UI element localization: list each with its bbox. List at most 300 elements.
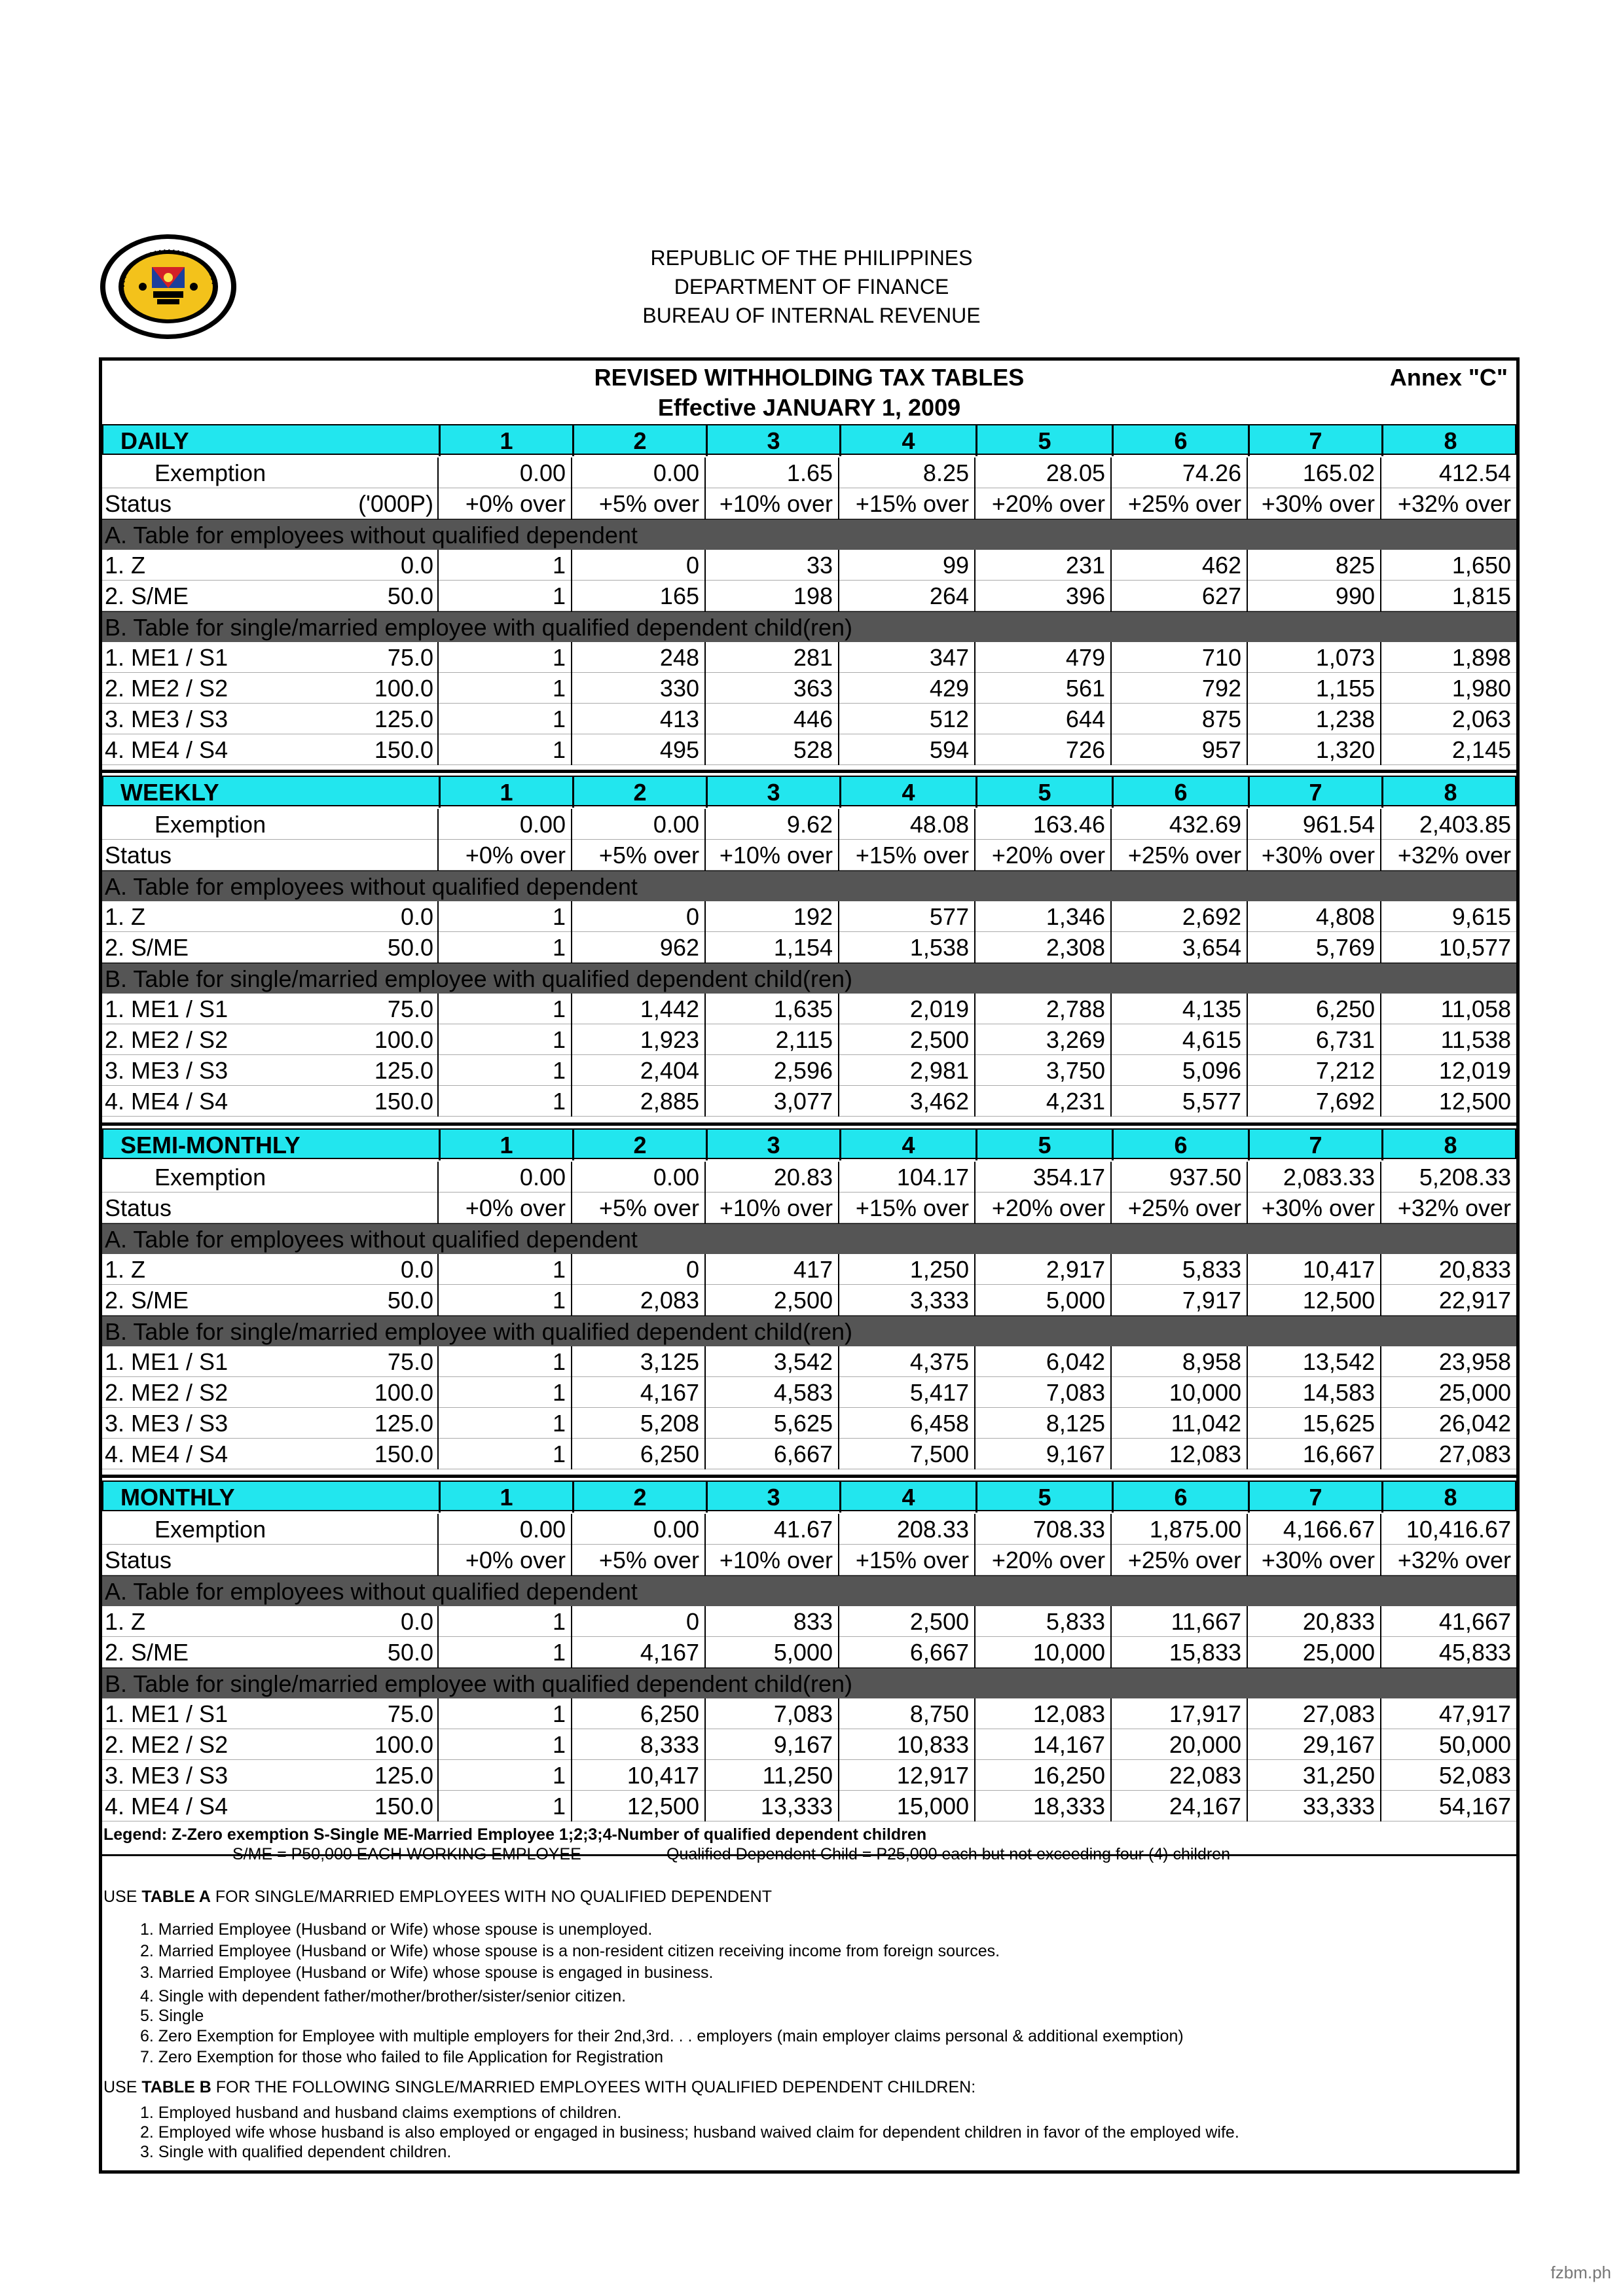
tax-bracket-value: 11,250 bbox=[704, 1760, 838, 1791]
tax-bracket-value: 1,320 bbox=[1247, 734, 1380, 765]
status-code: 1. ME1 / S1 bbox=[105, 1700, 228, 1727]
status-code: 4. ME4 / S4 bbox=[105, 1441, 228, 1467]
rate-over-value: +5% over bbox=[571, 1545, 704, 1575]
tax-bracket-value: 1,250 bbox=[838, 1254, 974, 1285]
bracket-column-header: 4 bbox=[839, 425, 976, 456]
status-label: Status bbox=[105, 842, 172, 869]
bracket-column-header: 7 bbox=[1248, 1482, 1381, 1513]
exemption-value: 165.02 bbox=[1247, 457, 1380, 488]
exemption-value: 41.67 bbox=[704, 1514, 838, 1545]
rate-over-value: +10% over bbox=[704, 488, 838, 519]
tax-bracket-value: 10,577 bbox=[1380, 932, 1516, 963]
table-a-prefix: USE bbox=[103, 1888, 142, 1906]
tax-bracket-value: 10,417 bbox=[1247, 1254, 1380, 1285]
table-header-row bbox=[102, 1128, 1516, 1159]
tax-bracket-value: 2,083 bbox=[571, 1285, 704, 1316]
tax-bracket-value: 2,692 bbox=[1110, 901, 1247, 932]
table-a-item: 5. Single bbox=[140, 2007, 204, 2025]
exemption-label: Exemption bbox=[155, 1164, 266, 1191]
tax-bracket-value: 957 bbox=[1110, 734, 1247, 765]
rate-over-value: +30% over bbox=[1247, 488, 1380, 519]
tax-bracket-value: 6,250 bbox=[1247, 994, 1380, 1024]
tax-bracket-value: 5,769 bbox=[1247, 932, 1380, 963]
tax-bracket-value: 10,000 bbox=[974, 1637, 1110, 1668]
status-exemption-amount: 50.0 bbox=[387, 583, 433, 609]
exemption-value: 163.46 bbox=[974, 809, 1110, 840]
exemption-value: 74.26 bbox=[1110, 457, 1247, 488]
status-code: 4. ME4 / S4 bbox=[105, 1793, 228, 1820]
tax-bracket-value: 462 bbox=[1110, 550, 1247, 581]
tax-bracket-value: 6,667 bbox=[704, 1439, 838, 1469]
tax-bracket-value: 417 bbox=[704, 1254, 838, 1285]
tax-bracket-value: 2,500 bbox=[838, 1024, 974, 1055]
exemption-value: 0.00 bbox=[437, 1162, 571, 1193]
bracket-column-header: 1 bbox=[439, 1482, 572, 1513]
tax-bracket-value: 1 bbox=[437, 1408, 571, 1439]
rate-over-value: +20% over bbox=[974, 488, 1110, 519]
tax-bracket-value: 14,583 bbox=[1247, 1377, 1380, 1408]
exemption-value: 104.17 bbox=[838, 1162, 974, 1193]
tax-bracket-value: 3,542 bbox=[704, 1346, 838, 1377]
bracket-column-header: 7 bbox=[1248, 777, 1381, 808]
tax-bracket-value: 1 bbox=[437, 734, 571, 765]
tax-bracket-value: 27,083 bbox=[1380, 1439, 1516, 1469]
status-code: 1. Z bbox=[105, 903, 146, 930]
table-a-item: 1. Married Employee (Husband or Wife) whose spouse is unemployed. bbox=[140, 1920, 653, 1939]
table-a-category-row: A. Table for employees without qualified dependent bbox=[102, 1575, 1516, 1606]
status-data-row bbox=[102, 901, 1516, 932]
tax-bracket-value: 5,577 bbox=[1110, 1086, 1247, 1117]
status-data-row bbox=[102, 1254, 1516, 1285]
bracket-column-header: 6 bbox=[1112, 1482, 1248, 1513]
tax-bracket-value: 2,885 bbox=[571, 1086, 704, 1117]
tax-bracket-value: 2,115 bbox=[704, 1024, 838, 1055]
status-label: Status bbox=[105, 1547, 172, 1573]
tax-bracket-value: 16,250 bbox=[974, 1760, 1110, 1791]
status-data-row bbox=[102, 1408, 1516, 1439]
exemption-label: Exemption bbox=[155, 459, 266, 486]
tax-bracket-value: 20,833 bbox=[1380, 1254, 1516, 1285]
tax-bracket-value: 1,815 bbox=[1380, 581, 1516, 611]
tax-bracket-value: 2,063 bbox=[1380, 704, 1516, 734]
tax-bracket-value: 248 bbox=[571, 642, 704, 673]
status-data-row bbox=[102, 1698, 1516, 1729]
tax-bracket-value: 6,042 bbox=[974, 1346, 1110, 1377]
table-b-prefix: USE bbox=[103, 2078, 142, 2096]
rate-over-value: +5% over bbox=[571, 840, 704, 870]
tax-bracket-value: 6,250 bbox=[571, 1698, 704, 1729]
bracket-column-header: 3 bbox=[706, 425, 839, 456]
section-separator bbox=[102, 1475, 1516, 1478]
tax-bracket-value: 8,125 bbox=[974, 1408, 1110, 1439]
table-a-item: 6. Zero Exemption for Employee with multiple employers for their 2nd,3rd. . . employers (main employer claims personal & additional exemption) bbox=[140, 2027, 1184, 2045]
tax-bracket-value: 1,650 bbox=[1380, 550, 1516, 581]
tax-bracket-value: 1 bbox=[437, 1791, 571, 1821]
tax-bracket-value: 710 bbox=[1110, 642, 1247, 673]
tax-bracket-value: 6,731 bbox=[1247, 1024, 1380, 1055]
rate-over-value: +25% over bbox=[1110, 840, 1247, 870]
status-exemption-amount: 50.0 bbox=[387, 1639, 433, 1666]
tax-bracket-value: 12,500 bbox=[1247, 1285, 1380, 1316]
org-line-2: DEPARTMENT OF FINANCE bbox=[674, 275, 949, 298]
exemption-row bbox=[102, 1514, 1516, 1545]
rate-over-value: +32% over bbox=[1380, 1545, 1516, 1575]
exemption-value: 0.00 bbox=[571, 809, 704, 840]
tax-bracket-value: 2,145 bbox=[1380, 734, 1516, 765]
tax-bracket-value: 13,542 bbox=[1247, 1346, 1380, 1377]
issuer-header bbox=[0, 243, 1623, 330]
rate-over-value: +10% over bbox=[704, 1545, 838, 1575]
status-code: 2. ME2 / S2 bbox=[105, 675, 228, 702]
tax-bracket-value: 12,083 bbox=[974, 1698, 1110, 1729]
status-label: Status bbox=[105, 490, 172, 517]
exemption-value: 10,416.67 bbox=[1380, 1514, 1516, 1545]
exemption-value: 2,403.85 bbox=[1380, 809, 1516, 840]
status-code: 2. S/ME bbox=[105, 1287, 189, 1314]
tax-bracket-value: 2,981 bbox=[838, 1055, 974, 1086]
tax-bracket-value: 12,083 bbox=[1110, 1439, 1247, 1469]
tax-bracket-value: 594 bbox=[838, 734, 974, 765]
status-code: 3. ME3 / S3 bbox=[105, 706, 228, 732]
tax-bracket-value: 25,000 bbox=[1247, 1637, 1380, 1668]
tax-bracket-value: 99 bbox=[838, 550, 974, 581]
exemption-value: 354.17 bbox=[974, 1162, 1110, 1193]
status-exemption-amount: 75.0 bbox=[387, 996, 433, 1022]
tax-bracket-value: 990 bbox=[1247, 581, 1380, 611]
status-data-row bbox=[102, 1377, 1516, 1408]
exemption-label: Exemption bbox=[155, 1516, 266, 1543]
rate-over-value: +0% over bbox=[437, 840, 571, 870]
table-b-item: 1. Employed husband and husband claims exemptions of children. bbox=[140, 2104, 622, 2122]
tax-bracket-value: 26,042 bbox=[1380, 1408, 1516, 1439]
tax-bracket-value: 1,073 bbox=[1247, 642, 1380, 673]
exemption-value: 1,875.00 bbox=[1110, 1514, 1247, 1545]
annex-label: Annex "C" bbox=[1389, 364, 1508, 391]
tax-bracket-value: 15,000 bbox=[838, 1791, 974, 1821]
rate-over-value: +20% over bbox=[974, 1545, 1110, 1575]
tax-bracket-value: 528 bbox=[704, 734, 838, 765]
bracket-column-header: 4 bbox=[839, 1482, 976, 1513]
tax-bracket-value: 1 bbox=[437, 550, 571, 581]
tax-bracket-value: 4,808 bbox=[1247, 901, 1380, 932]
tax-bracket-value: 33 bbox=[704, 550, 838, 581]
bracket-column-header: 3 bbox=[706, 777, 839, 808]
tax-bracket-value: 561 bbox=[974, 673, 1110, 704]
status-code: 3. ME3 / S3 bbox=[105, 1410, 228, 1437]
exemption-value: 0.00 bbox=[571, 1514, 704, 1545]
exemption-value: 0.00 bbox=[571, 457, 704, 488]
table-a-category-row: A. Table for employees without qualified dependent bbox=[102, 870, 1516, 901]
legend: Legend: Z-Zero exemption S-Single ME-Married Employee 1;2;3;4-Number of qualified dependent children bbox=[103, 1825, 927, 1844]
status-data-row bbox=[102, 1791, 1516, 1821]
tax-bracket-value: 1 bbox=[437, 642, 571, 673]
rate-over-value: +10% over bbox=[704, 840, 838, 870]
tax-bracket-value: 3,269 bbox=[974, 1024, 1110, 1055]
bracket-column-header: 8 bbox=[1381, 1130, 1518, 1160]
tax-bracket-value: 5,208 bbox=[571, 1408, 704, 1439]
exemption-value: 9.62 bbox=[704, 809, 838, 840]
table-a-item: 4. Single with dependent father/mother/brother/sister/senior citizen. bbox=[140, 1987, 627, 2005]
tax-bracket-value: 1,442 bbox=[571, 994, 704, 1024]
status-data-row bbox=[102, 581, 1516, 611]
tax-bracket-value: 1 bbox=[437, 581, 571, 611]
rate-over-value: +25% over bbox=[1110, 488, 1247, 519]
tax-bracket-value: 10,000 bbox=[1110, 1377, 1247, 1408]
tax-bracket-value: 1,923 bbox=[571, 1024, 704, 1055]
tax-bracket-value: 4,615 bbox=[1110, 1024, 1247, 1055]
status-code: 2. S/ME bbox=[105, 583, 189, 609]
tax-bracket-value: 1 bbox=[437, 1698, 571, 1729]
rate-over-value: +0% over bbox=[437, 1193, 571, 1223]
bracket-column-header: 8 bbox=[1381, 1482, 1518, 1513]
status-exemption-amount: 150.0 bbox=[374, 736, 433, 763]
rate-over-value: +25% over bbox=[1110, 1545, 1247, 1575]
bracket-column-header: 2 bbox=[572, 1482, 706, 1513]
tax-bracket-value: 5,096 bbox=[1110, 1055, 1247, 1086]
tax-bracket-value: 33,333 bbox=[1247, 1791, 1380, 1821]
tax-bracket-value: 5,417 bbox=[838, 1377, 974, 1408]
status-data-row bbox=[102, 932, 1516, 963]
tax-bracket-value: 2,404 bbox=[571, 1055, 704, 1086]
exemption-value: 1.65 bbox=[704, 457, 838, 488]
unit-label: ('000P) bbox=[358, 490, 433, 517]
rate-over-value: +20% over bbox=[974, 840, 1110, 870]
status-exemption-amount: 75.0 bbox=[387, 1700, 433, 1727]
status-data-row bbox=[102, 1439, 1516, 1469]
tax-bracket-value: 7,917 bbox=[1110, 1285, 1247, 1316]
rate-over-value: +30% over bbox=[1247, 840, 1380, 870]
document-effective-date: Effective JANUARY 1, 2009 bbox=[657, 394, 961, 421]
tax-bracket-value: 1 bbox=[437, 1024, 571, 1055]
tax-bracket-value: 1 bbox=[437, 1254, 571, 1285]
table-a-item: 2. Married Employee (Husband or Wife) whose spouse is a non-resident citizen receiving income from foreign sources. bbox=[140, 1942, 1000, 1960]
tax-bracket-value: 347 bbox=[838, 642, 974, 673]
tax-bracket-value: 6,250 bbox=[571, 1439, 704, 1469]
tax-bracket-value: 23,958 bbox=[1380, 1346, 1516, 1377]
tax-bracket-value: 13,333 bbox=[704, 1791, 838, 1821]
table-a-item: 3. Married Employee (Husband or Wife) whose spouse is engaged in business. bbox=[140, 1964, 714, 1982]
exemption-value: 0.00 bbox=[437, 809, 571, 840]
tax-bracket-value: 8,958 bbox=[1110, 1346, 1247, 1377]
tax-bracket-value: 512 bbox=[838, 704, 974, 734]
table-header-row bbox=[102, 424, 1516, 455]
status-data-row bbox=[102, 1637, 1516, 1668]
tax-bracket-value: 15,833 bbox=[1110, 1637, 1247, 1668]
status-code: 4. ME4 / S4 bbox=[105, 736, 228, 763]
tax-bracket-value: 192 bbox=[704, 901, 838, 932]
rate-over-value: +15% over bbox=[838, 488, 974, 519]
tax-bracket-value: 429 bbox=[838, 673, 974, 704]
tax-bracket-value: 31,250 bbox=[1247, 1760, 1380, 1791]
tax-bracket-value: 10,833 bbox=[838, 1729, 974, 1760]
tax-bracket-value: 3,462 bbox=[838, 1086, 974, 1117]
status-row bbox=[102, 840, 1516, 870]
tax-bracket-value: 792 bbox=[1110, 673, 1247, 704]
tax-bracket-value: 1 bbox=[437, 1439, 571, 1469]
status-data-row bbox=[102, 1346, 1516, 1377]
tax-bracket-value: 27,083 bbox=[1247, 1698, 1380, 1729]
watermark: fzbm.ph bbox=[1550, 2263, 1611, 2282]
bracket-column-header: 1 bbox=[439, 777, 572, 808]
tax-bracket-value: 2,019 bbox=[838, 994, 974, 1024]
tax-bracket-value: 20,833 bbox=[1247, 1606, 1380, 1637]
rate-over-value: +0% over bbox=[437, 488, 571, 519]
status-code: 2. ME2 / S2 bbox=[105, 1731, 228, 1758]
tax-bracket-value: 0 bbox=[571, 901, 704, 932]
status-code: 3. ME3 / S3 bbox=[105, 1057, 228, 1084]
rate-over-value: +30% over bbox=[1247, 1193, 1380, 1223]
status-code: 1. ME1 / S1 bbox=[105, 996, 228, 1022]
tax-bracket-value: 54,167 bbox=[1380, 1791, 1516, 1821]
status-code: 2. S/ME bbox=[105, 1639, 189, 1666]
bracket-column-header: 6 bbox=[1112, 777, 1248, 808]
bracket-column-header: 8 bbox=[1381, 425, 1518, 456]
status-exemption-amount: 100.0 bbox=[374, 1731, 433, 1758]
tax-bracket-value: 11,042 bbox=[1110, 1408, 1247, 1439]
tax-bracket-value: 1 bbox=[437, 1637, 571, 1668]
tax-bracket-value: 9,167 bbox=[704, 1729, 838, 1760]
legend-dependent-exemption: Qualified Dependent Child = P25,000 each but not exceeding four (4) children bbox=[666, 1845, 1230, 1863]
tax-bracket-value: 495 bbox=[571, 734, 704, 765]
table-period-name: SEMI-MONTHLY bbox=[120, 1132, 301, 1158]
table-a-rest: FOR SINGLE/MARRIED EMPLOYEES WITH NO QUALIFIED DEPENDENT bbox=[210, 1888, 772, 1906]
tax-bracket-value: 396 bbox=[974, 581, 1110, 611]
exemption-value: 0.00 bbox=[437, 1514, 571, 1545]
table-a-item: 7. Zero Exemption for those who failed to file Application for Registration bbox=[140, 2048, 664, 2066]
exemption-value: 412.54 bbox=[1380, 457, 1516, 488]
tax-bracket-value: 165 bbox=[571, 581, 704, 611]
exemption-value: 28.05 bbox=[974, 457, 1110, 488]
tax-bracket-value: 833 bbox=[704, 1606, 838, 1637]
tax-bracket-value: 330 bbox=[571, 673, 704, 704]
tax-bracket-value: 17,917 bbox=[1110, 1698, 1247, 1729]
tax-bracket-value: 0 bbox=[571, 550, 704, 581]
bracket-column-header: 2 bbox=[572, 777, 706, 808]
tax-bracket-value: 4,167 bbox=[571, 1377, 704, 1408]
tax-bracket-value: 12,500 bbox=[1380, 1086, 1516, 1117]
bracket-column-header: 1 bbox=[439, 1130, 572, 1160]
table-b-category-row: B. Table for single/married employee with qualified dependent child(ren) bbox=[102, 611, 1516, 642]
status-exemption-amount: 0.0 bbox=[400, 1608, 433, 1635]
bracket-column-header: 6 bbox=[1112, 425, 1248, 456]
tax-bracket-value: 11,538 bbox=[1380, 1024, 1516, 1055]
exemption-value: 5,208.33 bbox=[1380, 1162, 1516, 1193]
tax-bracket-value: 4,375 bbox=[838, 1346, 974, 1377]
table-a-instructions bbox=[103, 1888, 772, 1907]
status-exemption-amount: 150.0 bbox=[374, 1793, 433, 1820]
tax-bracket-value: 1 bbox=[437, 901, 571, 932]
bracket-column-header: 6 bbox=[1112, 1130, 1248, 1160]
table-b-bold: TABLE B bbox=[141, 2078, 211, 2096]
tax-bracket-value: 1,346 bbox=[974, 901, 1110, 932]
table-b-category-row: B. Table for single/married employee with qualified dependent child(ren) bbox=[102, 963, 1516, 994]
status-data-row bbox=[102, 1760, 1516, 1791]
tax-bracket-value: 1,155 bbox=[1247, 673, 1380, 704]
tax-bracket-value: 2,500 bbox=[704, 1285, 838, 1316]
status-code: 2. S/ME bbox=[105, 934, 189, 961]
tax-bracket-value: 5,000 bbox=[704, 1637, 838, 1668]
title-block bbox=[99, 360, 1520, 425]
tax-bracket-value: 2,596 bbox=[704, 1055, 838, 1086]
status-exemption-amount: 125.0 bbox=[374, 1762, 433, 1789]
tax-bracket-value: 24,167 bbox=[1110, 1791, 1247, 1821]
status-data-row bbox=[102, 704, 1516, 734]
tax-bracket-value: 3,125 bbox=[571, 1346, 704, 1377]
tax-bracket-value: 9,167 bbox=[974, 1439, 1110, 1469]
status-code: 2. ME2 / S2 bbox=[105, 1026, 228, 1053]
status-code: 1. Z bbox=[105, 552, 146, 579]
table-a-category-row: A. Table for employees without qualified dependent bbox=[102, 1223, 1516, 1254]
bracket-column-header: 1 bbox=[439, 425, 572, 456]
status-data-row bbox=[102, 1606, 1516, 1637]
tax-bracket-value: 1 bbox=[437, 1285, 571, 1316]
exemption-value: 937.50 bbox=[1110, 1162, 1247, 1193]
tax-bracket-value: 627 bbox=[1110, 581, 1247, 611]
exemption-value: 20.83 bbox=[704, 1162, 838, 1193]
tax-bracket-value: 2,308 bbox=[974, 932, 1110, 963]
tax-bracket-value: 45,833 bbox=[1380, 1637, 1516, 1668]
bracket-column-header: 4 bbox=[839, 777, 976, 808]
status-exemption-amount: 100.0 bbox=[374, 675, 433, 702]
tax-bracket-value: 2,500 bbox=[838, 1606, 974, 1637]
tax-bracket-value: 7,692 bbox=[1247, 1086, 1380, 1117]
tax-bracket-value: 2,917 bbox=[974, 1254, 1110, 1285]
tax-bracket-value: 3,750 bbox=[974, 1055, 1110, 1086]
tax-bracket-value: 25,000 bbox=[1380, 1377, 1516, 1408]
status-label: Status bbox=[105, 1194, 172, 1221]
rate-over-value: +32% over bbox=[1380, 488, 1516, 519]
tax-bracket-value: 1,154 bbox=[704, 932, 838, 963]
tax-bracket-value: 644 bbox=[974, 704, 1110, 734]
tax-bracket-value: 10,417 bbox=[571, 1760, 704, 1791]
exemption-label: Exemption bbox=[155, 811, 266, 838]
status-data-row bbox=[102, 1086, 1516, 1117]
document-title: REVISED WITHHOLDING TAX TABLES bbox=[594, 364, 1025, 391]
tax-bracket-value: 1 bbox=[437, 932, 571, 963]
section-separator bbox=[102, 770, 1516, 773]
org-line-1: REPUBLIC OF THE PHILIPPINES bbox=[650, 246, 973, 270]
bracket-column-header: 2 bbox=[572, 425, 706, 456]
tax-bracket-value: 8,750 bbox=[838, 1698, 974, 1729]
table-b-category-row: B. Table for single/married employee with qualified dependent child(ren) bbox=[102, 1316, 1516, 1346]
rate-over-value: +5% over bbox=[571, 488, 704, 519]
tax-bracket-value: 7,212 bbox=[1247, 1055, 1380, 1086]
status-code: 1. ME1 / S1 bbox=[105, 1348, 228, 1375]
status-data-row bbox=[102, 1055, 1516, 1086]
tax-bracket-value: 52,083 bbox=[1380, 1760, 1516, 1791]
status-exemption-amount: 0.0 bbox=[400, 1256, 433, 1283]
table-b-rest: FOR THE FOLLOWING SINGLE/MARRIED EMPLOYEES WITH QUALIFIED DEPENDENT CHILDREN: bbox=[211, 2078, 976, 2096]
tax-bracket-value: 2,788 bbox=[974, 994, 1110, 1024]
tax-bracket-value: 1 bbox=[437, 994, 571, 1024]
status-code: 3. ME3 / S3 bbox=[105, 1762, 228, 1789]
tax-bracket-value: 825 bbox=[1247, 550, 1380, 581]
status-exemption-amount: 125.0 bbox=[374, 1057, 433, 1084]
status-exemption-amount: 150.0 bbox=[374, 1088, 433, 1115]
exemption-value: 708.33 bbox=[974, 1514, 1110, 1545]
rate-over-value: +20% over bbox=[974, 1193, 1110, 1223]
tax-bracket-value: 0 bbox=[571, 1254, 704, 1285]
exemption-value: 0.00 bbox=[437, 457, 571, 488]
table-b-item: 3. Single with qualified dependent children. bbox=[140, 2143, 452, 2161]
status-exemption-amount: 0.0 bbox=[400, 552, 433, 579]
status-data-row bbox=[102, 642, 1516, 673]
status-code: 1. Z bbox=[105, 1256, 146, 1283]
tax-bracket-value: 5,833 bbox=[974, 1606, 1110, 1637]
exemption-value: 961.54 bbox=[1247, 809, 1380, 840]
tax-bracket-value: 4,583 bbox=[704, 1377, 838, 1408]
tax-bracket-value: 11,058 bbox=[1380, 994, 1516, 1024]
